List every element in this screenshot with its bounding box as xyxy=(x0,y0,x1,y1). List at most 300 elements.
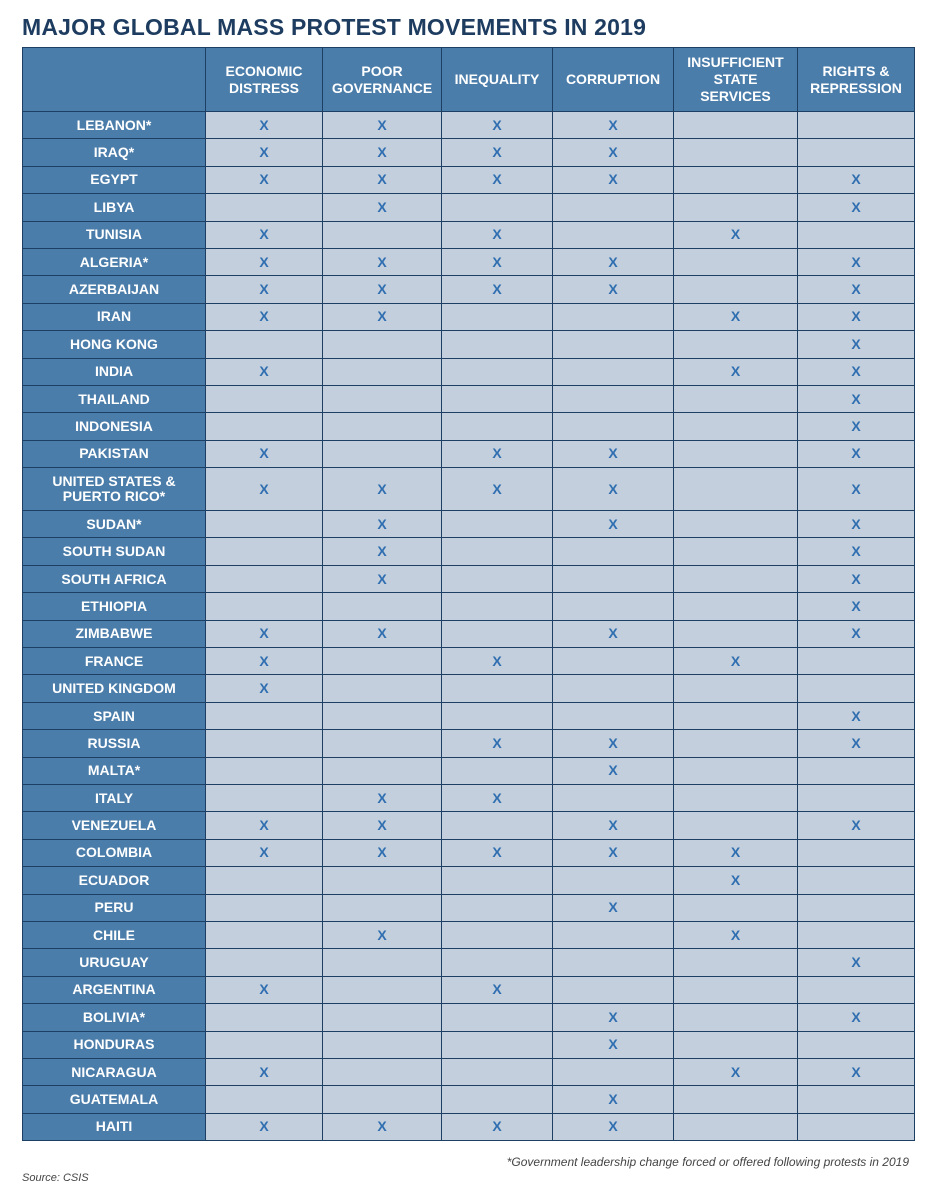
country-label: SOUTH AFRICA xyxy=(23,565,206,592)
empty-cell xyxy=(323,358,442,385)
x-mark: X xyxy=(674,221,798,248)
empty-cell xyxy=(798,921,915,948)
table-row xyxy=(23,303,915,330)
protest-table xyxy=(22,47,915,1141)
empty-cell xyxy=(206,757,323,784)
empty-cell xyxy=(442,593,553,620)
empty-cell xyxy=(206,894,323,921)
table-row xyxy=(23,413,915,440)
x-mark: X xyxy=(442,976,553,1003)
x-mark: X xyxy=(553,248,674,275)
empty-cell xyxy=(442,413,553,440)
empty-cell xyxy=(206,538,323,565)
empty-cell xyxy=(553,413,674,440)
empty-cell xyxy=(674,112,798,139)
empty-cell xyxy=(323,730,442,757)
country-label: UNITED STATES & PUERTO RICO* xyxy=(23,468,206,511)
empty-cell xyxy=(323,1004,442,1031)
empty-cell xyxy=(553,385,674,412)
country-label: SOUTH SUDAN xyxy=(23,538,206,565)
empty-cell xyxy=(798,675,915,702)
empty-cell xyxy=(323,949,442,976)
empty-cell xyxy=(323,894,442,921)
x-mark: X xyxy=(442,139,553,166)
x-mark: X xyxy=(553,839,674,866)
country-label: FRANCE xyxy=(23,648,206,675)
table-row xyxy=(23,675,915,702)
empty-cell xyxy=(674,730,798,757)
x-mark: X xyxy=(553,112,674,139)
x-mark: X xyxy=(553,440,674,467)
table-row xyxy=(23,1004,915,1031)
empty-cell xyxy=(674,440,798,467)
empty-cell xyxy=(323,675,442,702)
x-mark: X xyxy=(206,648,323,675)
empty-cell xyxy=(206,565,323,592)
empty-cell xyxy=(798,757,915,784)
x-mark: X xyxy=(553,276,674,303)
x-mark: X xyxy=(553,894,674,921)
empty-cell xyxy=(553,867,674,894)
x-mark: X xyxy=(674,648,798,675)
table-row xyxy=(23,1031,915,1058)
country-label: LEBANON* xyxy=(23,112,206,139)
x-mark: X xyxy=(206,112,323,139)
table-row xyxy=(23,812,915,839)
x-mark: X xyxy=(553,1031,674,1058)
column-header: INEQUALITY xyxy=(442,48,553,112)
empty-cell xyxy=(442,385,553,412)
empty-cell xyxy=(674,194,798,221)
table-row xyxy=(23,1086,915,1113)
x-mark: X xyxy=(323,565,442,592)
country-label: MALTA* xyxy=(23,757,206,784)
empty-cell xyxy=(206,1004,323,1031)
empty-cell xyxy=(442,538,553,565)
empty-cell xyxy=(798,221,915,248)
table-row xyxy=(23,784,915,811)
empty-cell xyxy=(206,385,323,412)
table-row xyxy=(23,440,915,467)
empty-cell xyxy=(798,1113,915,1140)
country-label: ITALY xyxy=(23,784,206,811)
country-label: CHILE xyxy=(23,921,206,948)
empty-cell xyxy=(674,248,798,275)
x-mark: X xyxy=(553,139,674,166)
table-row xyxy=(23,648,915,675)
country-label: URUGUAY xyxy=(23,949,206,976)
x-mark: X xyxy=(323,839,442,866)
empty-cell xyxy=(553,675,674,702)
x-mark: X xyxy=(674,358,798,385)
country-label: GUATEMALA xyxy=(23,1086,206,1113)
x-mark: X xyxy=(674,867,798,894)
empty-cell xyxy=(674,620,798,647)
empty-cell xyxy=(674,1113,798,1140)
column-header: INSUFFICIENT STATE SERVICES xyxy=(674,48,798,112)
empty-cell xyxy=(442,194,553,221)
x-mark: X xyxy=(442,248,553,275)
empty-cell xyxy=(553,303,674,330)
x-mark: X xyxy=(206,620,323,647)
empty-cell xyxy=(323,413,442,440)
x-mark: X xyxy=(442,112,553,139)
empty-cell xyxy=(674,139,798,166)
empty-cell xyxy=(674,1031,798,1058)
x-mark: X xyxy=(798,538,915,565)
country-label: BOLIVIA* xyxy=(23,1004,206,1031)
country-label: HONDURAS xyxy=(23,1031,206,1058)
x-mark: X xyxy=(553,812,674,839)
table-row xyxy=(23,730,915,757)
header-corner xyxy=(23,48,206,112)
empty-cell xyxy=(553,331,674,358)
empty-cell xyxy=(323,702,442,729)
x-mark: X xyxy=(323,112,442,139)
empty-cell xyxy=(442,949,553,976)
table-row xyxy=(23,949,915,976)
empty-cell xyxy=(442,1004,553,1031)
country-label: IRAN xyxy=(23,303,206,330)
x-mark: X xyxy=(323,812,442,839)
empty-cell xyxy=(206,413,323,440)
empty-cell xyxy=(553,1058,674,1085)
x-mark: X xyxy=(206,276,323,303)
empty-cell xyxy=(553,648,674,675)
table-row xyxy=(23,867,915,894)
empty-cell xyxy=(442,303,553,330)
empty-cell xyxy=(798,112,915,139)
empty-cell xyxy=(674,468,798,511)
x-mark: X xyxy=(798,812,915,839)
empty-cell xyxy=(442,565,553,592)
x-mark: X xyxy=(206,139,323,166)
x-mark: X xyxy=(323,303,442,330)
x-mark: X xyxy=(442,730,553,757)
x-mark: X xyxy=(323,784,442,811)
x-mark: X xyxy=(798,730,915,757)
x-mark: X xyxy=(442,1113,553,1140)
x-mark: X xyxy=(206,166,323,193)
table-row xyxy=(23,702,915,729)
empty-cell xyxy=(323,440,442,467)
x-mark: X xyxy=(442,276,553,303)
x-mark: X xyxy=(674,921,798,948)
empty-cell xyxy=(206,331,323,358)
empty-cell xyxy=(442,511,553,538)
empty-cell xyxy=(442,867,553,894)
country-label: SPAIN xyxy=(23,702,206,729)
empty-cell xyxy=(442,1086,553,1113)
country-label: ARGENTINA xyxy=(23,976,206,1003)
footnote: *Government leadership change forced or offered following protests in 2019 xyxy=(506,1155,909,1169)
x-mark: X xyxy=(206,812,323,839)
empty-cell xyxy=(206,730,323,757)
x-mark: X xyxy=(798,413,915,440)
empty-cell xyxy=(553,976,674,1003)
x-mark: X xyxy=(323,276,442,303)
x-mark: X xyxy=(206,221,323,248)
x-mark: X xyxy=(442,221,553,248)
column-header: CORRUPTION xyxy=(553,48,674,112)
empty-cell xyxy=(798,1086,915,1113)
x-mark: X xyxy=(674,303,798,330)
country-label: VENEZUELA xyxy=(23,812,206,839)
x-mark: X xyxy=(206,358,323,385)
x-mark: X xyxy=(798,331,915,358)
table-row xyxy=(23,757,915,784)
country-label: AZERBAIJAN xyxy=(23,276,206,303)
empty-cell xyxy=(674,757,798,784)
country-label: THAILAND xyxy=(23,385,206,412)
table-row xyxy=(23,358,915,385)
x-mark: X xyxy=(553,757,674,784)
x-mark: X xyxy=(798,468,915,511)
empty-cell xyxy=(442,620,553,647)
empty-cell xyxy=(553,921,674,948)
country-label: TUNISIA xyxy=(23,221,206,248)
empty-cell xyxy=(798,1031,915,1058)
x-mark: X xyxy=(798,303,915,330)
x-mark: X xyxy=(442,166,553,193)
table-row xyxy=(23,276,915,303)
empty-cell xyxy=(442,1058,553,1085)
x-mark: X xyxy=(798,620,915,647)
empty-cell xyxy=(674,702,798,729)
empty-cell xyxy=(442,675,553,702)
empty-cell xyxy=(442,757,553,784)
empty-cell xyxy=(442,1031,553,1058)
table-row xyxy=(23,221,915,248)
x-mark: X xyxy=(442,648,553,675)
country-label: INDONESIA xyxy=(23,413,206,440)
country-label: PAKISTAN xyxy=(23,440,206,467)
empty-cell xyxy=(323,867,442,894)
table-row xyxy=(23,620,915,647)
country-label: ECUADOR xyxy=(23,867,206,894)
empty-cell xyxy=(553,565,674,592)
empty-cell xyxy=(442,358,553,385)
empty-cell xyxy=(206,949,323,976)
empty-cell xyxy=(323,221,442,248)
country-label: INDIA xyxy=(23,358,206,385)
empty-cell xyxy=(323,1031,442,1058)
table-row xyxy=(23,538,915,565)
empty-cell xyxy=(798,784,915,811)
empty-cell xyxy=(674,413,798,440)
x-mark: X xyxy=(798,440,915,467)
country-label: EGYPT xyxy=(23,166,206,193)
empty-cell xyxy=(206,593,323,620)
x-mark: X xyxy=(206,1058,323,1085)
table-body xyxy=(23,112,915,1141)
empty-cell xyxy=(442,702,553,729)
empty-cell xyxy=(206,194,323,221)
x-mark: X xyxy=(798,702,915,729)
x-mark: X xyxy=(323,511,442,538)
x-mark: X xyxy=(674,1058,798,1085)
table-row xyxy=(23,468,915,511)
empty-cell xyxy=(798,867,915,894)
x-mark: X xyxy=(206,468,323,511)
empty-cell xyxy=(323,385,442,412)
country-label: RUSSIA xyxy=(23,730,206,757)
empty-cell xyxy=(674,812,798,839)
table-row xyxy=(23,976,915,1003)
empty-cell xyxy=(798,139,915,166)
empty-cell xyxy=(553,221,674,248)
empty-cell xyxy=(442,921,553,948)
empty-cell xyxy=(674,276,798,303)
x-mark: X xyxy=(553,166,674,193)
x-mark: X xyxy=(553,468,674,511)
header-row xyxy=(23,48,915,112)
empty-cell xyxy=(798,648,915,675)
country-label: LIBYA xyxy=(23,194,206,221)
country-label: NICARAGUA xyxy=(23,1058,206,1085)
table-row xyxy=(23,194,915,221)
x-mark: X xyxy=(798,276,915,303)
x-mark: X xyxy=(798,1058,915,1085)
country-label: ZIMBABWE xyxy=(23,620,206,647)
empty-cell xyxy=(674,1004,798,1031)
empty-cell xyxy=(206,1031,323,1058)
empty-cell xyxy=(674,894,798,921)
empty-cell xyxy=(553,784,674,811)
x-mark: X xyxy=(553,511,674,538)
empty-cell xyxy=(442,894,553,921)
table-row xyxy=(23,112,915,139)
x-mark: X xyxy=(442,468,553,511)
x-mark: X xyxy=(206,248,323,275)
x-mark: X xyxy=(206,1113,323,1140)
empty-cell xyxy=(674,385,798,412)
empty-cell xyxy=(206,921,323,948)
table-row xyxy=(23,894,915,921)
x-mark: X xyxy=(206,303,323,330)
x-mark: X xyxy=(674,839,798,866)
empty-cell xyxy=(206,784,323,811)
x-mark: X xyxy=(323,139,442,166)
empty-cell xyxy=(674,784,798,811)
table-row xyxy=(23,385,915,412)
country-label: COLOMBIA xyxy=(23,839,206,866)
table-row xyxy=(23,248,915,275)
column-header: RIGHTS & REPRESSION xyxy=(798,48,915,112)
empty-cell xyxy=(798,839,915,866)
country-label: IRAQ* xyxy=(23,139,206,166)
table-row xyxy=(23,1058,915,1085)
x-mark: X xyxy=(553,1086,674,1113)
x-mark: X xyxy=(798,949,915,976)
empty-cell xyxy=(674,538,798,565)
x-mark: X xyxy=(798,565,915,592)
x-mark: X xyxy=(323,921,442,948)
x-mark: X xyxy=(206,440,323,467)
empty-cell xyxy=(674,331,798,358)
empty-cell xyxy=(553,702,674,729)
empty-cell xyxy=(323,976,442,1003)
table-row xyxy=(23,565,915,592)
empty-cell xyxy=(674,976,798,1003)
column-header: ECONOMIC DISTRESS xyxy=(206,48,323,112)
empty-cell xyxy=(674,675,798,702)
x-mark: X xyxy=(553,1113,674,1140)
empty-cell xyxy=(442,331,553,358)
x-mark: X xyxy=(798,248,915,275)
country-label: UNITED KINGDOM xyxy=(23,675,206,702)
x-mark: X xyxy=(323,248,442,275)
x-mark: X xyxy=(323,620,442,647)
table-row xyxy=(23,331,915,358)
empty-cell xyxy=(206,511,323,538)
x-mark: X xyxy=(206,839,323,866)
empty-cell xyxy=(323,593,442,620)
x-mark: X xyxy=(442,784,553,811)
country-label: ETHIOPIA xyxy=(23,593,206,620)
country-label: SUDAN* xyxy=(23,511,206,538)
x-mark: X xyxy=(553,730,674,757)
empty-cell xyxy=(553,593,674,620)
x-mark: X xyxy=(798,166,915,193)
empty-cell xyxy=(323,1058,442,1085)
empty-cell xyxy=(674,511,798,538)
chart-title: MAJOR GLOBAL MASS PROTEST MOVEMENTS IN 2019 xyxy=(22,14,647,40)
empty-cell xyxy=(206,1086,323,1113)
x-mark: X xyxy=(798,358,915,385)
x-mark: X xyxy=(798,511,915,538)
x-mark: X xyxy=(553,620,674,647)
x-mark: X xyxy=(798,593,915,620)
table-row xyxy=(23,139,915,166)
x-mark: X xyxy=(798,385,915,412)
empty-cell xyxy=(323,1086,442,1113)
column-header: POOR GOVERNANCE xyxy=(323,48,442,112)
table-row xyxy=(23,166,915,193)
x-mark: X xyxy=(442,440,553,467)
country-label: HONG KONG xyxy=(23,331,206,358)
x-mark: X xyxy=(323,538,442,565)
x-mark: X xyxy=(323,194,442,221)
x-mark: X xyxy=(798,194,915,221)
table-row xyxy=(23,839,915,866)
table-row xyxy=(23,511,915,538)
x-mark: X xyxy=(323,1113,442,1140)
empty-cell xyxy=(674,949,798,976)
x-mark: X xyxy=(442,839,553,866)
empty-cell xyxy=(323,648,442,675)
empty-cell xyxy=(553,358,674,385)
empty-cell xyxy=(442,812,553,839)
country-label: PERU xyxy=(23,894,206,921)
empty-cell xyxy=(206,867,323,894)
empty-cell xyxy=(674,166,798,193)
table-row xyxy=(23,593,915,620)
x-mark: X xyxy=(323,468,442,511)
table-row xyxy=(23,921,915,948)
empty-cell xyxy=(323,757,442,784)
x-mark: X xyxy=(553,1004,674,1031)
x-mark: X xyxy=(206,976,323,1003)
country-label: HAITI xyxy=(23,1113,206,1140)
empty-cell xyxy=(323,331,442,358)
empty-cell xyxy=(674,1086,798,1113)
x-mark: X xyxy=(798,1004,915,1031)
empty-cell xyxy=(206,702,323,729)
empty-cell xyxy=(798,894,915,921)
x-mark: X xyxy=(323,166,442,193)
empty-cell xyxy=(798,976,915,1003)
